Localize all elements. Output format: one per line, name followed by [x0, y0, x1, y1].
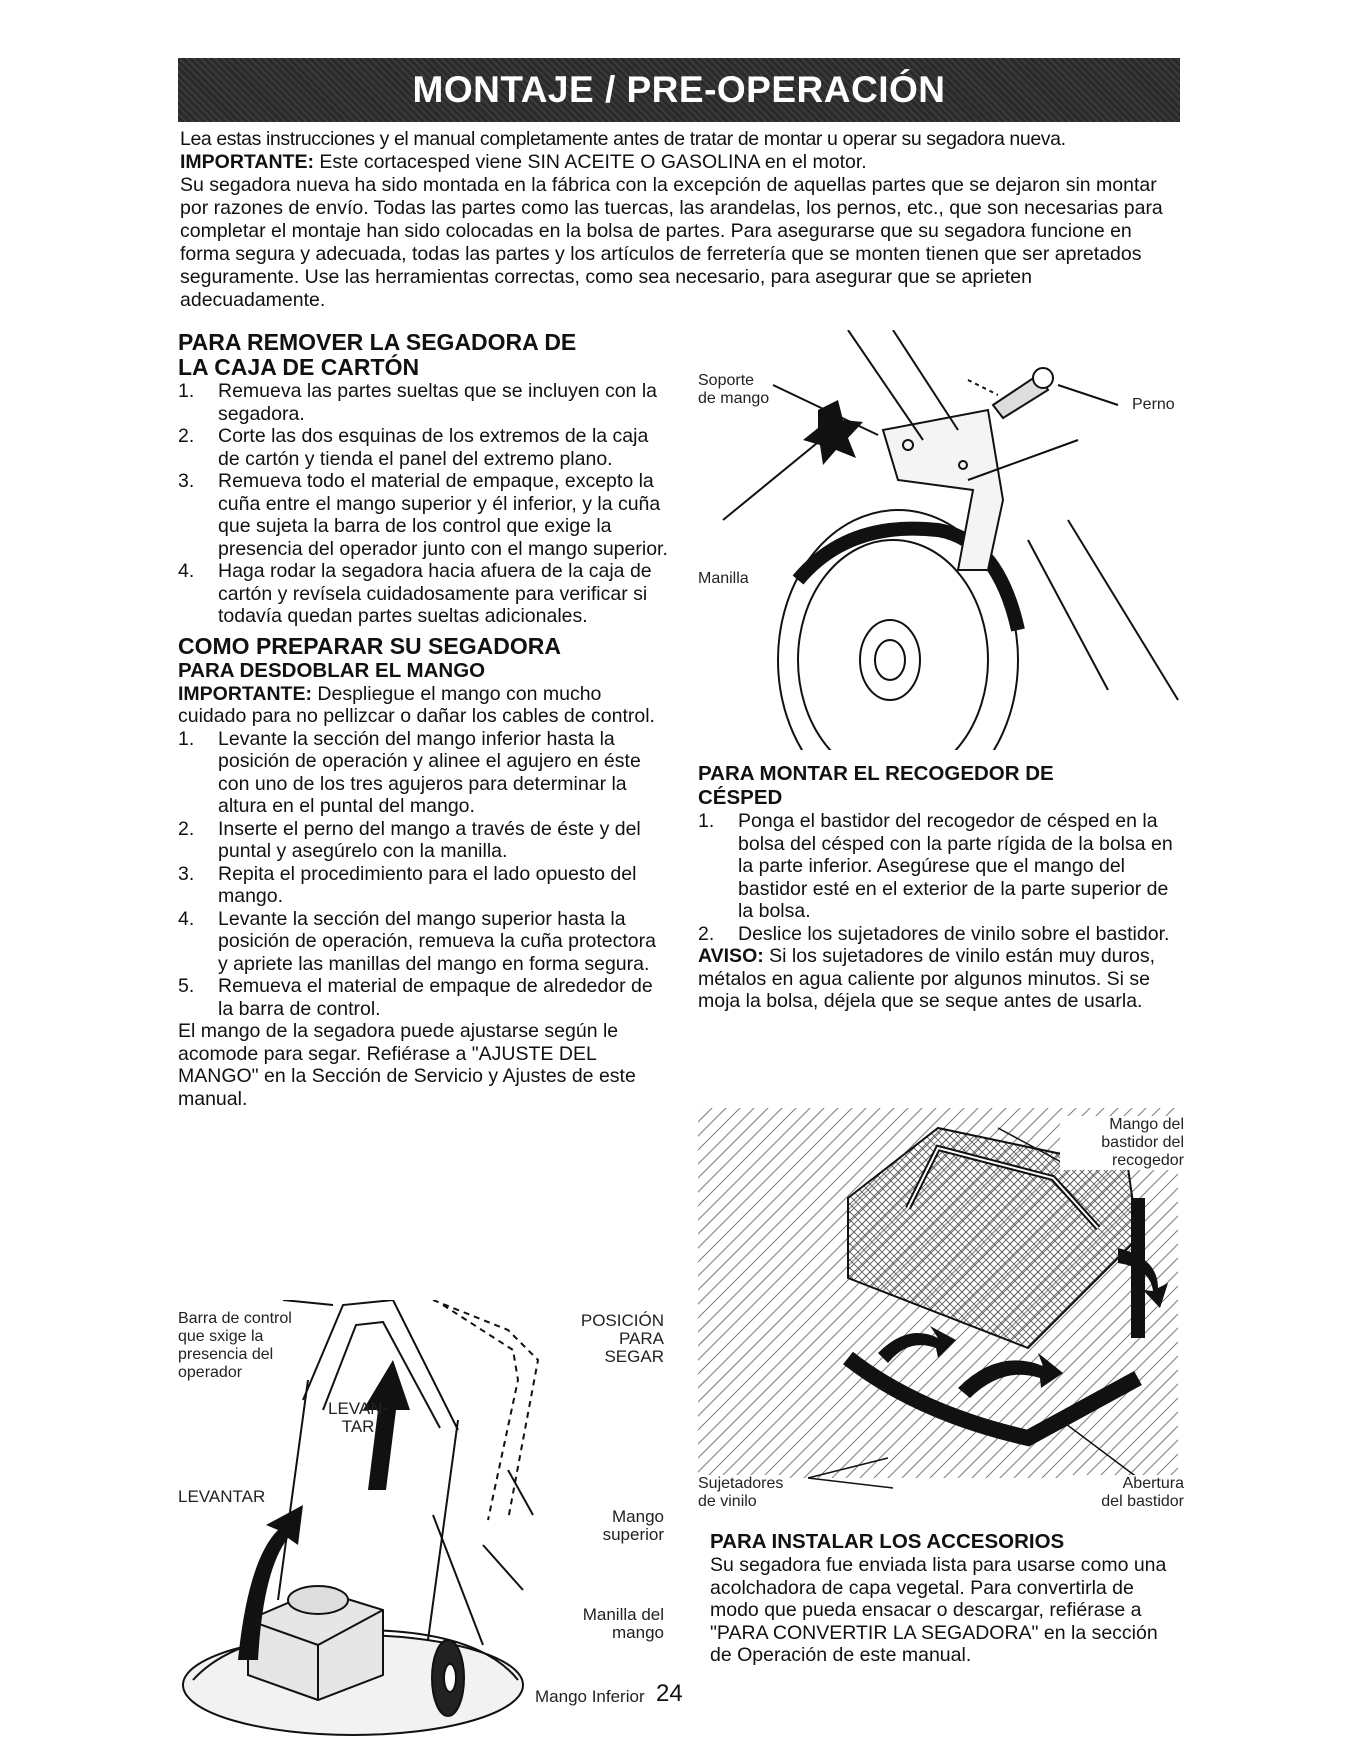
- accessories-section: [710, 1530, 1180, 1667]
- remove-heading-line1: PARA REMOVER LA SEGADORA DE: [178, 329, 577, 355]
- page-title: MONTAJE / PRE-OPERACIÓN: [412, 69, 946, 110]
- catcher-heading-line2: CÉSPED: [698, 786, 783, 809]
- list-item: 1. Levante la sección del mango inferior hasta la posición de operación y alinee el agujero en éste con uno de los tres agujeros para determinar la altura en el puntal del mango.: [178, 727, 641, 817]
- list-item: 4. Haga rodar la segadora hacia afuera de la caja de cartón y revísela cuidadosamente para verificar si todavía quedan partes sueltas adicionales.: [178, 560, 652, 627]
- handle-bracket-figure: [698, 330, 1188, 750]
- page-number: 24: [656, 1680, 683, 1707]
- list-item: 3. Repita el procedimiento para el lado opuesto del mango.: [178, 862, 637, 907]
- label-cutting-position: POSICIÓN PARA SEGAR: [580, 1311, 664, 1366]
- label-frame-opening: Abertura del bastidor: [1060, 1475, 1184, 1511]
- remove-steps: [178, 380, 668, 628]
- important-note: [180, 151, 1180, 174]
- label-knob: Manilla: [698, 570, 749, 587]
- label-upper-handle: Mango superior: [602, 1507, 664, 1544]
- label-bolt: Perno: [1132, 396, 1175, 413]
- label-vinyl-clips: Sujetadores de vinilo: [698, 1475, 784, 1510]
- intro-line: Lea estas instrucciones y el manual completamente antes de tratar de montar u operar su segadora nueva.: [180, 128, 1066, 150]
- accessories-text: Su segadora fue enviada lista para usarse como una acolchadora de capa vegetal. Para convertirla de modo que pueda ensacar o descargar, refiérase a "PARA CONVERTIR LA SEGADORA" en la sección de Operación de este manual.: [710, 1554, 1167, 1666]
- catcher-heading-line1: PARA MONTAR EL RECOGEDOR DE: [698, 762, 1054, 785]
- important-label: IMPORTANTE:: [180, 151, 314, 173]
- list-item: 2. Corte las dos esquinas de los extremos de la caja de cartón y tienda el panel del extremo plano.: [178, 425, 649, 470]
- list-item: 1. Ponga el bastidor del recogedor de césped en la bolsa del césped con la parte rígida de la bolsa en la parte inferior. Asegúrese que el mango del bastidor esté en el exterior de la parte superior de la bolsa.: [698, 810, 1173, 922]
- title-banner: [178, 58, 1180, 122]
- right-column: [698, 762, 1178, 1013]
- list-item: 1. Remueva las partes sueltas que se incluyen con la segadora.: [178, 380, 657, 425]
- prepare-heading: COMO PREPARAR SU SEGADORA: [178, 632, 561, 659]
- important-text: Este cortacesped viene SIN ACEITE O GASOLINA en el motor.: [313, 151, 867, 173]
- label-handle-knob: Manilla del mango: [582, 1605, 664, 1642]
- label-lower-handle: Mango Inferior: [535, 1687, 645, 1706]
- label-handle-bracket: Soporte de mango: [698, 372, 770, 407]
- prepare-important: IMPORTANTE: Despliegue el mango con mucho cuidado para no pellizcar o dañar los cables de control.: [178, 682, 655, 727]
- label-levantar-top: LEVAN- TAR: [328, 1399, 389, 1436]
- list-item: 3. Remueva todo el material de empaque, excepto la cuña entre el mango superior y él inferior, y la cuña que sujeta la barra de los control que exige la presencia del operador junto con el mango superior.: [178, 470, 668, 560]
- list-item: 4. Levante la sección del mango superior hasta la posición de operación, remueva la cuña protectora y apriete las manillas del mango en forma segura.: [178, 907, 656, 975]
- notice: AVISO: Si los sujetadores de vinilo están muy duros, métalos en agua caliente por algunos minutos. Si se moja la bolsa, déjela que se seque antes de usarla.: [698, 945, 1156, 1012]
- handle-adjust-note: El mango de la segadora puede ajustarse según le acomode para segar. Refiérase a "AJUSTE DEL MANGO" en la Sección de Servicio y Ajustes de este manual.: [178, 1020, 636, 1110]
- accessories-heading: PARA INSTALAR LOS ACCESORIOS: [710, 1530, 1065, 1553]
- wheel-bracket-illustration: [698, 330, 1188, 750]
- unfold-subheading: PARA DESDOBLAR EL MANGO: [178, 658, 486, 682]
- catcher-steps: [698, 810, 1178, 945]
- list-item: 2. Deslice los sujetadores de vinilo sobre el bastidor.: [698, 922, 1170, 945]
- label-levantar-left: LEVANTAR: [178, 1487, 266, 1506]
- remove-heading-line2: LA CAJA DE CARTÓN: [178, 354, 420, 380]
- intro-block: [180, 128, 1180, 312]
- left-column: [178, 330, 668, 1110]
- label-frame-handle: Mango del bastidor del recogedor: [1060, 1116, 1184, 1170]
- unfold-steps: [178, 728, 668, 1021]
- label-control-bar: Barra de control que sxige la presencia del operador: [178, 1310, 292, 1381]
- list-item: 2. Inserte el perno del mango a través de éste y del puntal y asegúrelo con la manilla.: [178, 817, 641, 862]
- list-item: 5. Remueva el material de empaque de alrededor de la barra de control.: [178, 975, 653, 1020]
- intro-paragraph: Su segadora nueva ha sido montada en la fábrica con la excepción de aquellas partes que se dejaron sin montar por razones de envío. Todas las partes como las tuercas, las arandelas, los pernos, etc., que son necesarias para completar el montaje han sido colocadas en la bolsa de partes. Para asegurarse que su segadora funcione en forma segura y adecuada, todas las partes y los artículos de ferretería que se monten tienen que ser apretados seguramente. Use las herramientas correctas, como sea necesario, para asegurar que se aprieten adecuadamente.: [180, 174, 1163, 311]
